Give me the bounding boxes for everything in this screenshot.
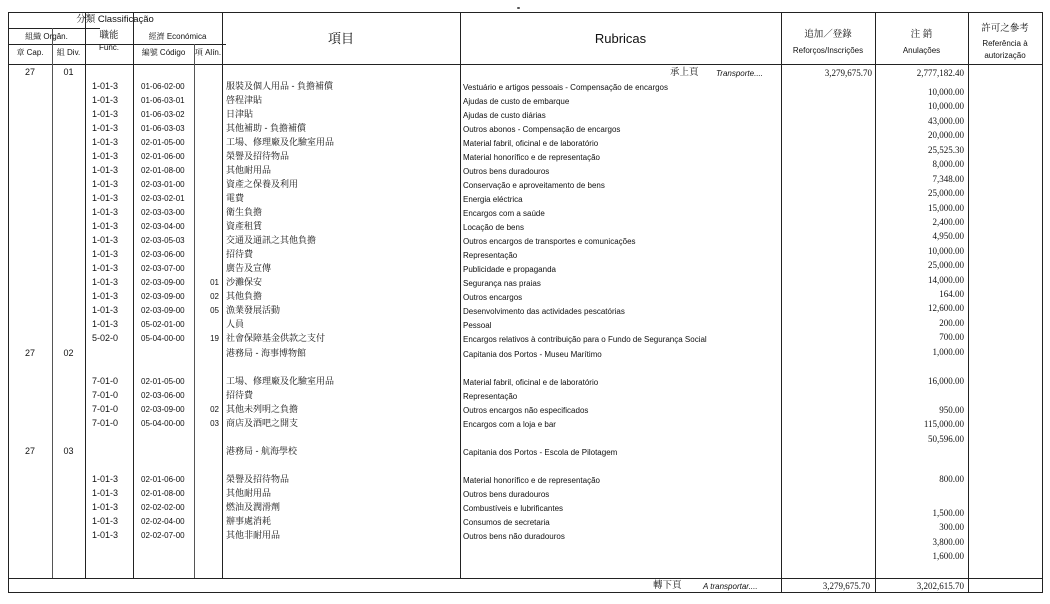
row-rubrica-pt: Outros bens não duradouros	[463, 532, 565, 541]
row-code: 02-03-07-00	[141, 264, 185, 273]
row-rubrica-pt: Capitania dos Portos - Museu Marítimo	[463, 350, 602, 359]
row-anulacoes: 25,000.00	[928, 188, 964, 198]
row-func: 1-01-3	[92, 207, 119, 217]
carried-forward-label-pt: A transportar....	[703, 582, 758, 591]
row-item-zh: 資產之保養及利用	[226, 179, 299, 189]
row-div: 03	[63, 446, 74, 456]
header-div: 組 Div.	[56, 48, 81, 57]
row-func: 1-01-3	[92, 474, 119, 484]
row-rubrica-pt: Desenvolvimento das actividades pescatórias	[463, 307, 625, 316]
row-anulacoes: 10,000.00	[928, 87, 964, 97]
row-func: 1-01-3	[92, 488, 119, 498]
row-func: 7-01-0	[92, 404, 119, 414]
row-anulacoes: 1,500.00	[932, 508, 964, 518]
header-reforcos-zh: 追加／登錄	[804, 29, 852, 40]
row-code: 01-06-03-03	[141, 124, 185, 133]
row-anulacoes: 10,000.00	[928, 101, 964, 111]
rubricas-column-rule	[460, 12, 461, 578]
row-anulacoes: 10,000.00	[928, 246, 964, 256]
row-alin: 03	[210, 419, 219, 428]
scan-mark	[517, 7, 520, 9]
row-rubrica-pt: Material fabril, oficinal e de laboratório	[463, 139, 599, 148]
row-item-zh: 商店及酒吧之開支	[226, 418, 299, 428]
row-anulacoes: 950.00	[939, 405, 964, 415]
row-rubrica-pt: Ajudas de custo diárias	[463, 111, 546, 120]
row-item-zh: 工場、修理廠及化驗室用品	[226, 376, 335, 386]
row-func: 1-01-3	[92, 277, 119, 287]
row-code: 01-06-02-00	[141, 82, 185, 91]
row-anulacoes: 43,000.00	[928, 116, 964, 126]
row-func: 5-02-0	[92, 333, 119, 343]
row-code: 02-03-05-03	[141, 236, 185, 245]
row-rubrica-pt: Encargos com a saúde	[463, 209, 545, 218]
header-bottom-border	[8, 64, 1043, 65]
row-alin: 05	[210, 306, 219, 315]
header-anulacoes-pt: Anulações	[902, 46, 941, 55]
row-anulacoes: 4,950.00	[932, 231, 964, 241]
row-code: 02-03-01-00	[141, 180, 185, 189]
table-bottom-border	[8, 592, 1043, 593]
carried-forward-label-zh: 轉下頁	[653, 580, 682, 591]
anulacoes-column-rule	[875, 12, 876, 592]
row-item-zh: 燃油及潤滑劑	[226, 502, 281, 512]
row-anulacoes: 800.00	[939, 474, 964, 484]
row-anulacoes: 2,400.00	[932, 217, 964, 227]
row-cap: 27	[24, 348, 35, 358]
row-cap: 27	[24, 446, 35, 456]
row-anulacoes: 7,348.00	[932, 174, 964, 184]
row-item-zh: 廣告及宣傳	[226, 263, 272, 273]
row-rubrica-pt: Outros bens duradouros	[463, 167, 550, 176]
row-item-zh: 服裝及個人用品 - 負擔補償	[226, 81, 333, 91]
row-code: 02-01-06-00	[141, 475, 185, 484]
row-alin: 02	[210, 292, 219, 301]
row-func: 1-01-3	[92, 319, 119, 329]
table-top-border	[8, 12, 1043, 13]
row-anulacoes: 20,000.00	[928, 130, 964, 140]
row-item-zh: 辦事處消耗	[226, 516, 272, 526]
row-anulacoes: 50,596.00	[928, 434, 964, 444]
row-item-zh: 日津貼	[226, 109, 254, 119]
row-func: 1-01-3	[92, 109, 119, 119]
header-code: 編號 Código	[141, 48, 186, 57]
row-func: 1-01-3	[92, 516, 119, 526]
row-anulacoes: 1,000.00	[932, 347, 964, 357]
row-code: 02-01-05-00	[141, 377, 185, 386]
row-code: 02-03-09-00	[141, 306, 185, 315]
row-anulacoes: 200.00	[939, 318, 964, 328]
header-cap: 章 Cap.	[16, 48, 44, 57]
cap-column-rule	[52, 28, 53, 578]
row-code: 02-03-09-00	[141, 278, 185, 287]
row-func: 1-01-3	[92, 193, 119, 203]
row-rubrica-pt: Conservação e aproveitamento de bens	[463, 181, 605, 190]
row-func: 1-01-3	[92, 530, 119, 540]
row-code: 05-04-00-00	[141, 334, 185, 343]
header-functional: 職能	[99, 30, 119, 41]
footer-top-border	[8, 578, 1043, 579]
row-anulacoes: 25,000.00	[928, 260, 964, 270]
row-code: 02-03-09-00	[141, 292, 185, 301]
table-right-border	[1042, 12, 1043, 592]
row-func: 1-01-3	[92, 249, 119, 259]
row-anulacoes: 15,000.00	[928, 203, 964, 213]
row-func: 1-01-3	[92, 263, 119, 273]
row-code: 02-03-04-00	[141, 222, 185, 231]
func-column-rule	[133, 12, 134, 578]
row-item-zh: 沙灘保安	[226, 277, 263, 287]
row-code: 02-03-06-00	[141, 250, 185, 259]
row-item-zh: 資產租賃	[226, 221, 263, 231]
header-organ: 組織 Orgân.	[25, 32, 68, 41]
row-anulacoes: 14,000.00	[928, 275, 964, 285]
row-rubrica-pt: Publicidade e propaganda	[463, 265, 556, 274]
row-item-zh: 啓程津貼	[226, 95, 263, 105]
row-item-zh: 其他耐用品	[226, 488, 272, 498]
row-rubrica-pt: Vestuário e artigos pessoais - Compensação de encargos	[463, 83, 669, 92]
row-code: 01-06-03-02	[141, 110, 185, 119]
row-rubrica-pt: Capitania dos Portos - Escola de Pilotagem	[463, 448, 618, 457]
row-anulacoes: 8,000.00	[932, 159, 964, 169]
row-rubrica-pt: Outros encargos não especificados	[463, 406, 589, 415]
row-rubrica-pt: Segurança nas praias	[463, 279, 541, 288]
row-item-zh: 其他補助 - 負擔補償	[226, 123, 306, 133]
row-item-zh: 人員	[226, 319, 245, 329]
row-code: 01-06-03-01	[141, 96, 185, 105]
row-item-zh: 交通及通訊之其他負擔	[226, 235, 317, 245]
header-alin: 項 Alín.	[194, 48, 222, 57]
row-rubrica-pt: Encargos relativos à contribuição para o Fundo de Segurança Social	[463, 335, 707, 344]
header-item: 項目	[327, 31, 354, 46]
row-code: 02-01-06-00	[141, 152, 185, 161]
row-rubrica-pt: Outros encargos de transportes e comunicações	[463, 237, 636, 246]
row-rubrica-pt: Representação	[463, 251, 518, 260]
carried-forward-anulacoes: 3,202,615.70	[916, 581, 964, 591]
row-func: 7-01-0	[92, 418, 119, 428]
row-rubrica-pt: Ajudas de custo de embarque	[463, 97, 570, 106]
row-item-zh: 漁業發展活動	[226, 305, 281, 315]
reference-column-rule	[968, 12, 969, 592]
row-item-zh: 衛生負擔	[226, 207, 263, 217]
row-anulacoes: 700.00	[939, 332, 964, 342]
row-func: 1-01-3	[92, 179, 119, 189]
row-func: 1-01-3	[92, 81, 119, 91]
row-code: 02-02-04-00	[141, 517, 185, 526]
row-func: 1-01-3	[92, 151, 119, 161]
brought-forward-anulacoes: 2,777,182.40	[916, 68, 964, 78]
header-economic: 經濟 Económica	[148, 32, 207, 41]
row-code: 02-01-05-00	[141, 138, 185, 147]
row-rubrica-pt: Consumos de secretaria	[463, 518, 550, 527]
row-item-zh: 其他耐用品	[226, 165, 272, 175]
row-rubrica-pt: Material honorífico e de representação	[463, 476, 600, 485]
row-rubrica-pt: Energia eléctrica	[463, 195, 523, 204]
row-func: 1-01-3	[92, 95, 119, 105]
row-code: 02-01-08-00	[141, 489, 185, 498]
header-classification: 分類 Classificação	[76, 14, 154, 25]
row-anulacoes: 1,600.00	[932, 551, 964, 561]
row-anulacoes: 115,000.00	[923, 419, 964, 429]
brought-forward-label-zh: 承上頁	[670, 67, 699, 78]
row-item-zh: 港務局 - 航海學校	[226, 446, 297, 456]
row-rubrica-pt: Material fabril, oficinal e de laboratório	[463, 378, 599, 387]
row-item-zh: 其他負擔	[226, 291, 263, 301]
row-anulacoes: 12,600.00	[928, 303, 964, 313]
row-item-zh: 其他未列明之負擔	[226, 404, 299, 414]
row-anulacoes: 164.00	[939, 289, 964, 299]
header-reference-zh: 許可之參考	[981, 23, 1029, 34]
row-func: 1-01-3	[92, 221, 119, 231]
div-column-rule	[85, 12, 86, 578]
row-rubrica-pt: Encargos com a loja e bar	[463, 420, 556, 429]
row-rubrica-pt: Outros abonos - Compensação de encargos	[463, 125, 621, 134]
row-rubrica-pt: Outros bens duradouros	[463, 490, 550, 499]
row-func: 7-01-0	[92, 390, 119, 400]
row-item-zh: 工場、修理廠及化驗室用品	[226, 137, 335, 147]
row-rubrica-pt: Material honorífico e de representação	[463, 153, 600, 162]
row-item-zh: 招待費	[226, 249, 254, 259]
row-func: 1-01-3	[92, 123, 119, 133]
row-item-zh: 港務局 - 海事博物館	[226, 348, 306, 358]
row-anulacoes: 3,800.00	[932, 537, 964, 547]
row-code: 02-03-09-00	[141, 405, 185, 414]
row-item-zh: 榮譽及招待物品	[226, 474, 290, 484]
row-alin: 01	[210, 278, 219, 287]
row-item-zh: 榮譽及招待物品	[226, 151, 290, 161]
row-code: 02-03-06-00	[141, 391, 185, 400]
brought-forward-reforcos: 3,279,675.70	[824, 68, 872, 78]
table-left-border	[8, 12, 9, 592]
brought-forward-label-pt: Transporte....	[716, 69, 763, 78]
row-anulacoes: 300.00	[939, 522, 964, 532]
row-div: 02	[63, 348, 74, 358]
header-reforcos-pt: Reforços/Inscrições	[792, 46, 864, 55]
row-rubrica-pt: Outros encargos	[463, 293, 523, 302]
header-reference-pt1: Referência à	[982, 39, 1028, 48]
row-func: 1-01-3	[92, 137, 119, 147]
row-code: 02-03-02-01	[141, 194, 185, 203]
row-item-zh: 電費	[226, 193, 245, 203]
header-func-abbr: Func.	[98, 43, 119, 52]
row-func: 1-01-3	[92, 235, 119, 245]
row-rubrica-pt: Pessoal	[463, 321, 492, 330]
reforcos-column-rule	[781, 12, 782, 592]
header-reference-pt2: autorização	[984, 51, 1026, 60]
row-rubrica-pt: Representação	[463, 392, 518, 401]
carried-forward-reforcos: 3,279,675.70	[822, 581, 870, 591]
row-func: 7-01-0	[92, 376, 119, 386]
row-item-zh: 招待費	[226, 390, 254, 400]
row-anulacoes: 16,000.00	[928, 376, 964, 386]
row-code: 05-02-01-00	[141, 320, 185, 329]
row-rubrica-pt: Combustíveis e lubrificantes	[463, 504, 564, 513]
row-code: 02-03-03-00	[141, 208, 185, 217]
row-div: 01	[63, 67, 74, 77]
row-code: 02-01-08-00	[141, 166, 185, 175]
row-func: 1-01-3	[92, 305, 119, 315]
row-cap: 27	[24, 67, 35, 77]
row-code: 02-02-02-00	[141, 503, 185, 512]
row-item-zh: 社會保障基金供款之支付	[226, 333, 326, 343]
item-column-rule	[222, 12, 223, 578]
header-anulacoes-zh: 注 銷	[910, 29, 933, 40]
row-item-zh: 其他非耐用品	[226, 530, 281, 540]
header-rubricas: Rubricas	[594, 31, 647, 46]
row-rubrica-pt: Locação de bens	[463, 223, 524, 232]
classification-divider	[8, 28, 100, 29]
row-alin: 19	[210, 334, 219, 343]
row-code: 05-04-00-00	[141, 419, 185, 428]
row-code: 02-02-07-00	[141, 531, 185, 540]
row-func: 1-01-3	[92, 165, 119, 175]
row-alin: 02	[210, 405, 219, 414]
row-anulacoes: 25,525.30	[928, 145, 964, 155]
row-func: 1-01-3	[92, 502, 119, 512]
row-func: 1-01-3	[92, 291, 119, 301]
